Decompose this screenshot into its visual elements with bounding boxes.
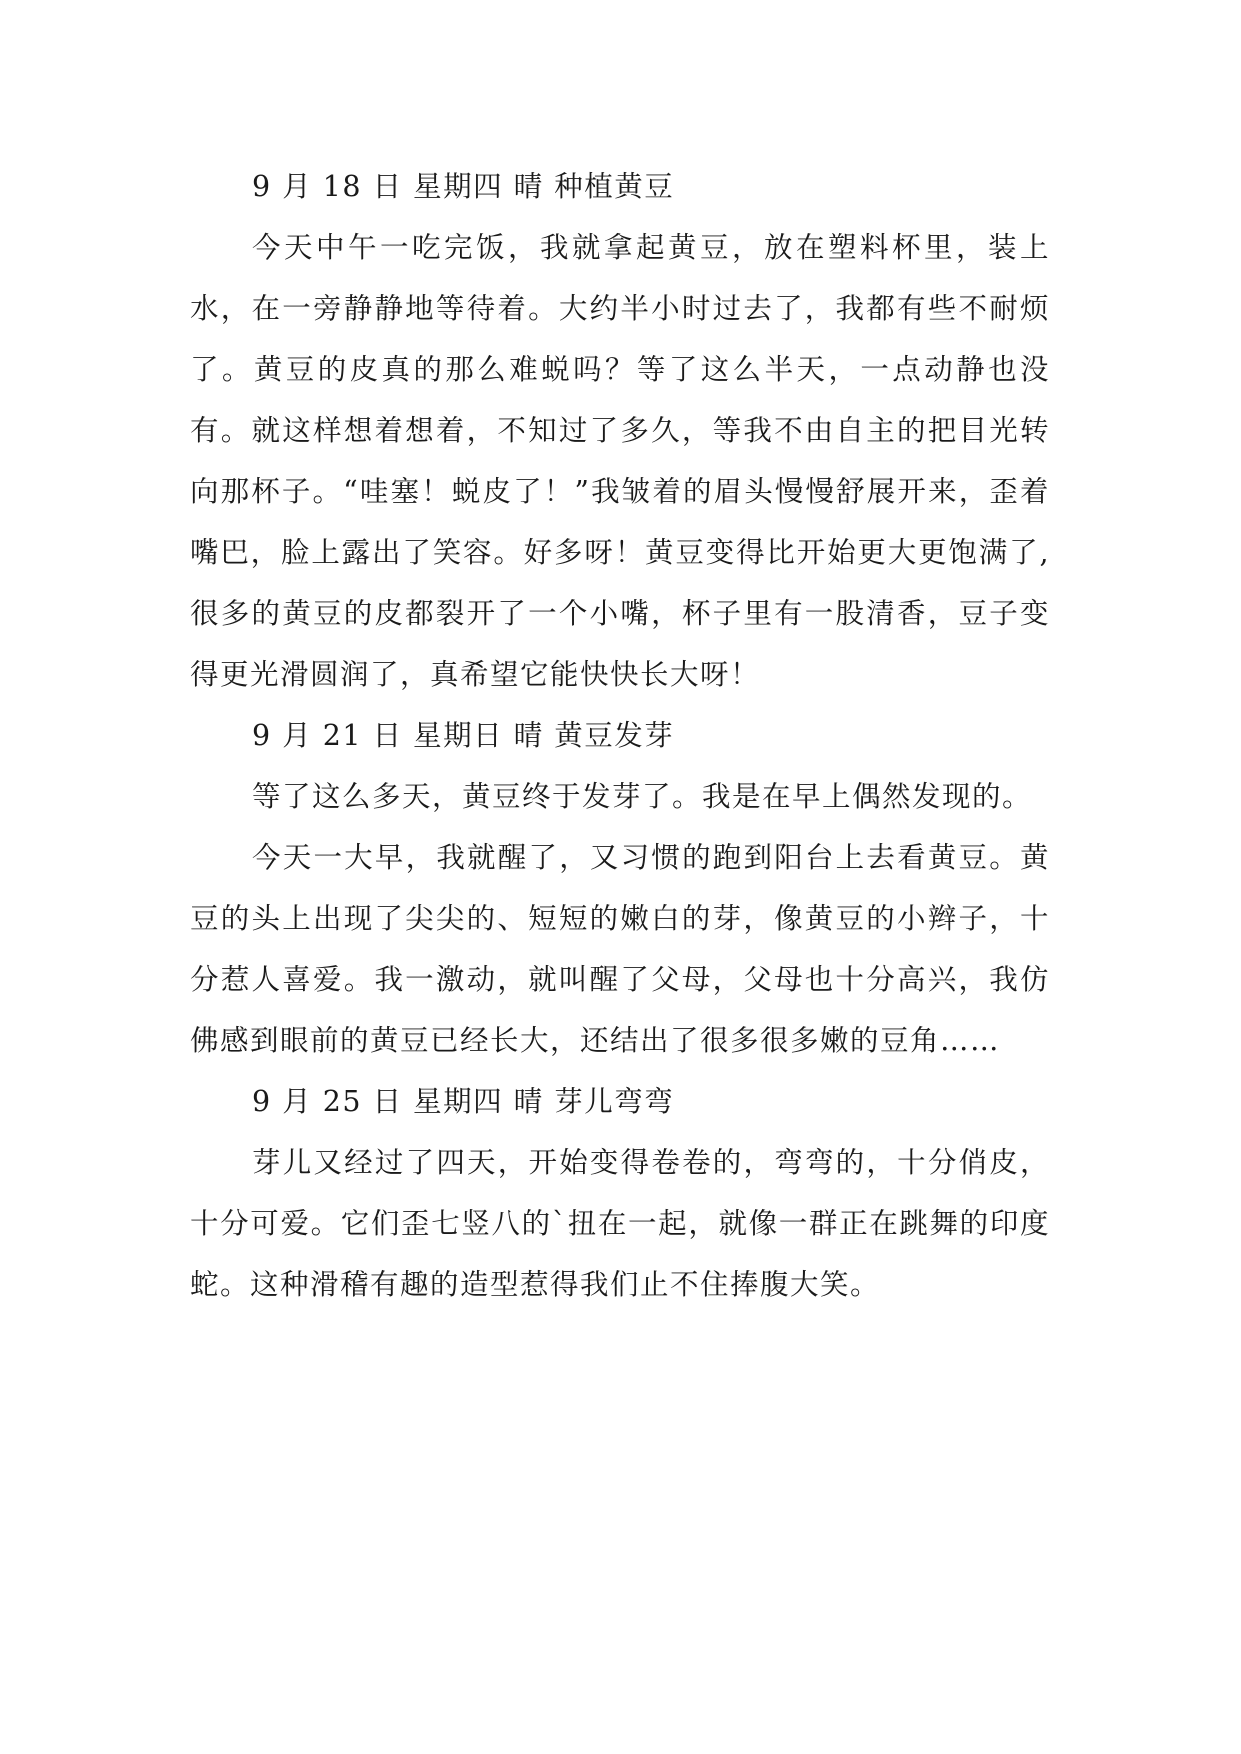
document-body — [190, 156, 1050, 1315]
entry-paragraph: 今天一大早，我就醒了，又习惯的跑到阳台上去看黄豆。黄豆的头上出现了尖尖的、短短的嫩白的芽，像黄豆的小辫子，十分惹人喜爱。我一激动，就叫醒了父母，父母也十分高兴，我仿佛感到眼前的黄豆已经长大，还结出了很多很多嫩的豆角…… — [190, 841, 1050, 1057]
entry-paragraph: 等了这么多天，黄豆终于发芽了。我是在早上偶然发现的。 — [252, 780, 1033, 813]
entry-heading: 9 月 21 日 星期日 晴 黄豆发芽 — [252, 719, 675, 752]
entry-heading: 9 月 25 日 星期四 晴 芽儿弯弯 — [252, 1085, 675, 1118]
entry-heading: 9 月 18 日 星期四 晴 种植黄豆 — [252, 170, 675, 203]
entry-paragraph: 芽儿又经过了四天，开始变得卷卷的，弯弯的，十分俏皮，十分可爱。它们歪七竖八的`扭在一起，就像一群正在跳舞的印度蛇。这种滑稽有趣的造型惹得我们止不住捧腹大笑。 — [190, 1146, 1050, 1301]
entry-paragraph: 今天中午一吃完饭，我就拿起黄豆，放在塑料杯里，装上水，在一旁静静地等待着。大约半小时过去了，我都有些不耐烦了。黄豆的皮真的那么难蜕吗？等了这么半天，一点动静也没有。就这样想着想着，不知过了多久，等我不由自主的把目光转向那杯子。“哇塞！蜕皮了！”我皱着的眉头慢慢舒展开来，歪着嘴巴，脸上露出了笑容。好多呀！黄豆变得比开始更大更饱满了,很多的黄豆的皮都裂开了一个小嘴，杯子里有一股清香，豆子变得更光滑圆润了，真希望它能快快长大呀！ — [190, 231, 1050, 691]
